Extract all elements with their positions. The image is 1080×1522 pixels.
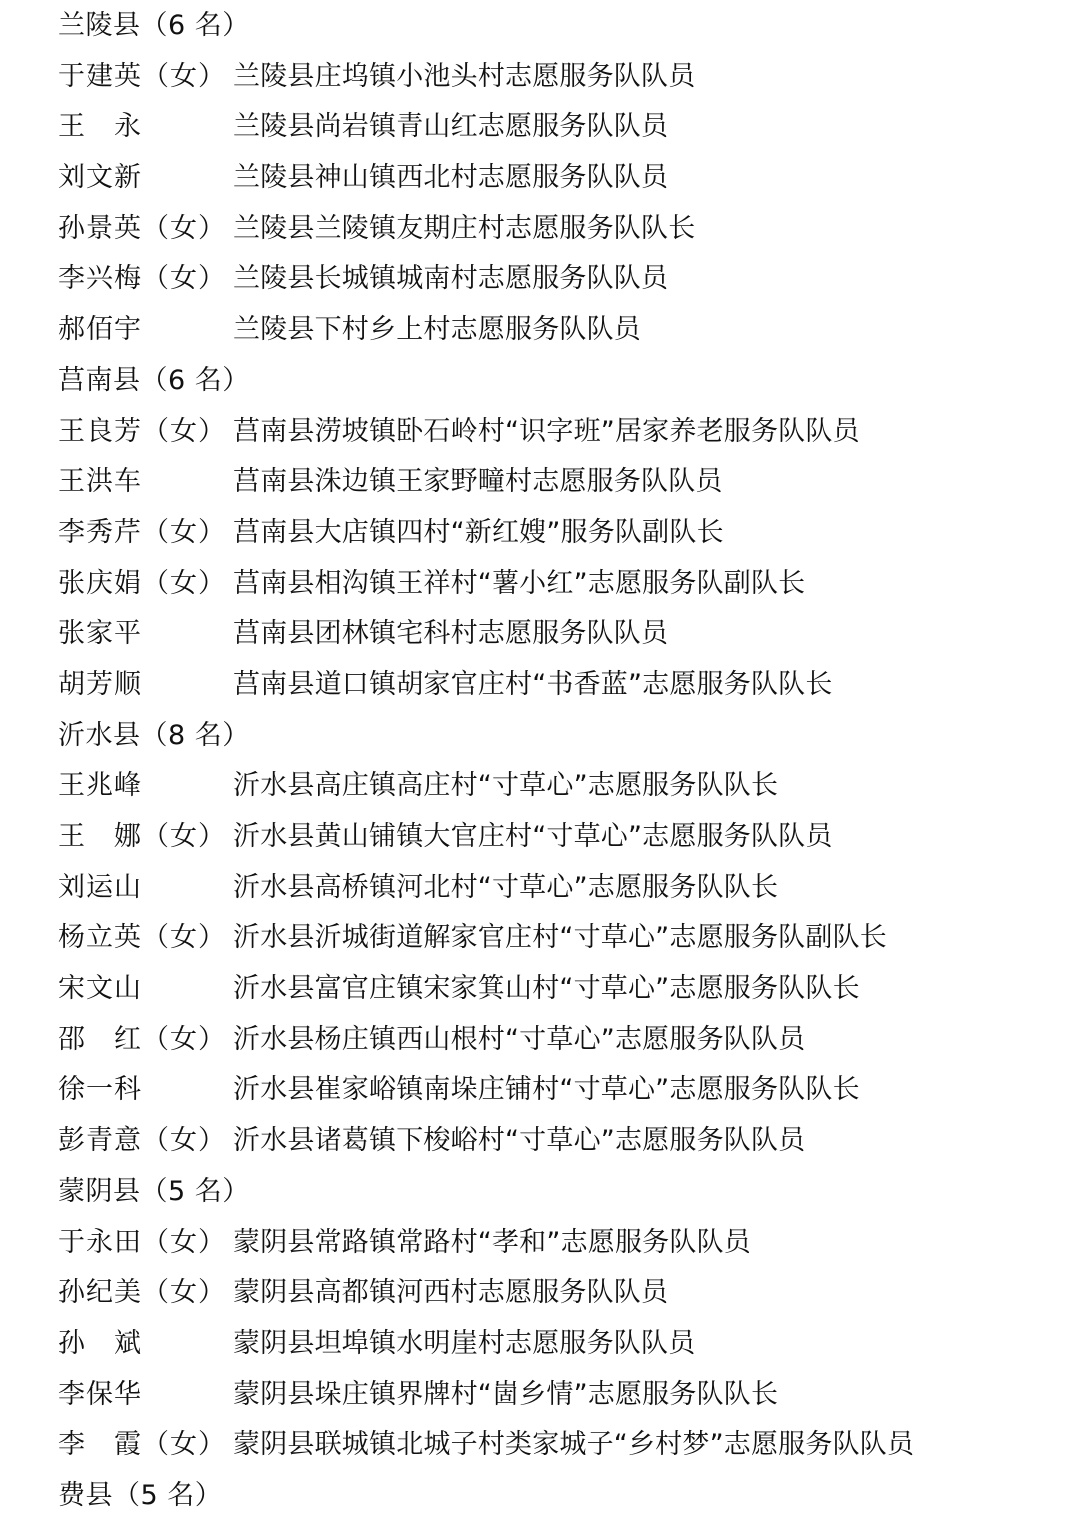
entry-title: 兰陵县庄坞镇小池头村志愿服务队队员 (233, 60, 696, 92)
entry-name: 邵 红（女） (58, 1023, 226, 1055)
entry-name: 李保华 (58, 1378, 142, 1410)
entry-name: 王良芳（女） (58, 415, 226, 447)
entry-title: 莒南县道口镇胡家官庄村“书香蓝”志愿服务队队长 (233, 668, 833, 700)
entry-title: 蒙阴县高都镇河西村志愿服务队队员 (233, 1277, 669, 1309)
entry-name: 杨立英（女） (58, 922, 226, 954)
list-entry (58, 559, 1058, 610)
list-entry (58, 1370, 1058, 1421)
entry-name: 胡芳顺 (58, 668, 142, 700)
entry-name: 刘运山 (58, 871, 142, 903)
entry-name: 宋文山 (58, 973, 142, 1005)
entry-name: 王兆峰 (58, 770, 142, 802)
list-entry (58, 964, 1058, 1015)
entry-name: 王洪车 (58, 466, 142, 498)
entry-name: 于建英（女） (58, 60, 226, 92)
entry-title: 莒南县洙边镇王家野疃村志愿服务队队员 (233, 466, 723, 498)
list-entry (58, 153, 1058, 204)
list-entry (58, 863, 1058, 914)
entry-title: 莒南县团林镇宅科村志愿服务队队员 (233, 618, 669, 650)
volunteer-list-document (58, 0, 1058, 1522)
entry-title: 沂水县沂城街道解家官庄村“寸草心”志愿服务队副队长 (233, 922, 887, 954)
list-entry (58, 1015, 1058, 1066)
entry-title: 蒙阴县常路镇常路村“孝和”志愿服务队队员 (233, 1226, 751, 1258)
list-entry (58, 305, 1058, 356)
entry-title: 兰陵县兰陵镇友期庄村志愿服务队队长 (233, 212, 696, 244)
entry-name: 张庆娟（女） (58, 567, 226, 599)
list-entry (58, 508, 1058, 559)
entry-title: 莒南县涝坡镇卧石岭村“识字班”居家养老服务队队员 (233, 415, 860, 447)
entry-name: 郝佰宇 (58, 314, 142, 346)
entry-title: 兰陵县下村乡上村志愿服务队队员 (233, 314, 641, 346)
entry-name: 孙 斌 (58, 1327, 142, 1359)
entry-title: 蒙阴县联城镇北城子村类家城子“乡村梦”志愿服务队队员 (233, 1429, 915, 1461)
entry-name: 李秀芹（女） (58, 516, 226, 548)
entry-name: 李兴梅（女） (58, 263, 226, 295)
section-heading-yishui: 沂水县（8 名） (58, 719, 250, 751)
section-heading-mengyin: 蒙阴县（5 名） (58, 1175, 250, 1207)
entry-name: 王 娜（女） (58, 821, 226, 852)
list-entry (58, 1218, 1058, 1269)
entry-name: 孙纪美（女） (58, 1277, 226, 1309)
list-entry (58, 1319, 1058, 1370)
list-entry (58, 1065, 1058, 1116)
section-heading-lanling: 兰陵县（6 名） (58, 10, 250, 41)
entry-name: 李 霞（女） (58, 1429, 226, 1461)
entry-name: 刘文新 (58, 162, 142, 194)
list-entry (58, 102, 1058, 153)
entry-title: 沂水县富官庄镇宋家箕山村“寸草心”志愿服务队队长 (233, 973, 860, 1005)
entry-title: 蒙阴县坦埠镇水明崖村志愿服务队队员 (233, 1327, 696, 1359)
list-entry (58, 660, 1058, 711)
entry-title: 沂水县诸葛镇下梭峪村“寸草心”志愿服务队队员 (233, 1125, 806, 1157)
entry-name: 孙景英（女） (58, 212, 226, 244)
entry-title: 兰陵县长城镇城南村志愿服务队队员 (233, 263, 669, 295)
list-entry (58, 1116, 1058, 1167)
entry-title: 沂水县崔家峪镇南垛庄铺村“寸草心”志愿服务队队长 (233, 1074, 860, 1106)
entry-title: 兰陵县神山镇西北村志愿服务队队员 (233, 162, 669, 194)
entry-title: 沂水县高庄镇高庄村“寸草心”志愿服务队队长 (233, 770, 779, 802)
list-entry (58, 457, 1058, 508)
entry-title: 沂水县高桥镇河北村“寸草心”志愿服务队队长 (233, 871, 779, 903)
entry-title: 蒙阴县垛庄镇界牌村“崮乡情”志愿服务队队长 (233, 1378, 779, 1410)
entry-name: 徐一科 (58, 1074, 142, 1106)
list-entry (58, 1420, 1058, 1471)
list-entry (58, 812, 1058, 863)
list-entry (58, 913, 1058, 964)
entry-name: 彭青意（女） (58, 1125, 226, 1157)
list-entry (58, 204, 1058, 255)
entry-name: 王 永 (58, 111, 142, 143)
section-heading-junan: 莒南县（6 名） (58, 364, 250, 396)
list-entry (58, 609, 1058, 660)
list-entry (58, 1268, 1058, 1319)
section-heading-feixian: 费县（5 名） (58, 1479, 223, 1511)
entry-title: 兰陵县尚岩镇青山红志愿服务队队员 (233, 111, 669, 143)
entry-title: 莒南县相沟镇王祥村“薯小红”志愿服务队副队长 (233, 567, 806, 599)
list-entry (58, 52, 1058, 103)
entry-title: 沂水县黄山铺镇大官庄村“寸草心”志愿服务队队员 (233, 821, 833, 852)
list-entry (58, 254, 1058, 305)
entry-title: 莒南县大店镇四村“新红嫂”服务队副队长 (233, 516, 724, 548)
list-entry (58, 761, 1058, 812)
entry-title: 沂水县杨庄镇西山根村“寸草心”志愿服务队队员 (233, 1023, 806, 1055)
entry-name: 于永田（女） (58, 1226, 226, 1258)
list-entry (58, 407, 1058, 458)
entry-name: 张家平 (58, 618, 142, 650)
